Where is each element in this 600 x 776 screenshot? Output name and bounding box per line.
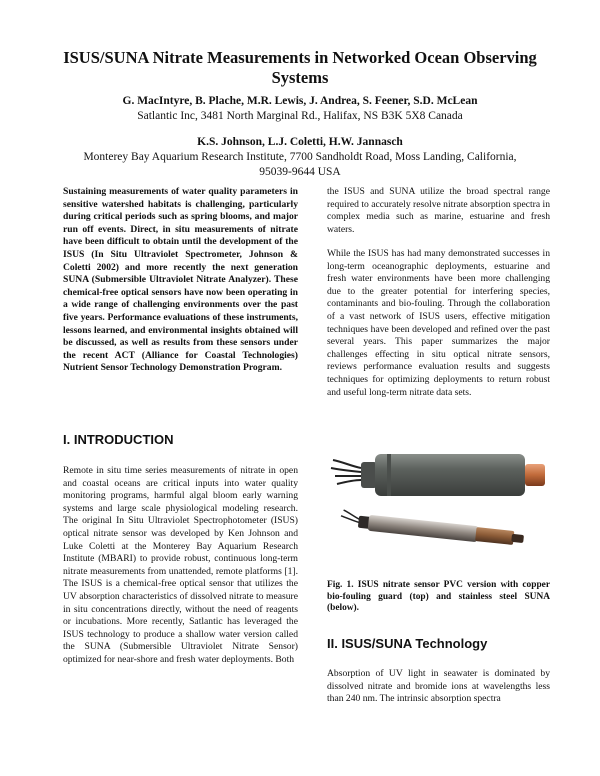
suna-sensor bbox=[340, 510, 525, 547]
technology-text: Absorption of UV light in seawater is dominated by dissolved nitrate and bromide ions at wavelengths less than 240 nm. The intrinsic absorption spectra bbox=[327, 668, 550, 705]
author-list-satlantic: G. MacIntyre, B. Plache, M.R. Lewis, J. Andrea, S. Feener, S.D. McLean bbox=[122, 95, 478, 107]
figure-caption: Fig. 1. ISUS nitrate sensor PVC version with copper bio-fouling guard (top) and stainless steel SUNA (below). bbox=[327, 580, 550, 614]
paper-title: ISUS/SUNA Nitrate Measurements in Networked Ocean Observing Systems bbox=[63, 48, 537, 87]
introduction-text: Remote in situ time series measurements of nitrate in open and coastal oceans are critical inputs into water quality monitoring programs, harmful algal bloom early warning systems and large scale physiological modeling research. The original In Situ Ultraviolet Spectrophotometer (ISUS) optical nitrate sensor was developed by Ken Johnson and Luke Coletti at the Monterey Bay Aquarium Research Institute (MBARI) to provide robust, continuous long-term nitrate measurements from unattended, remote platforms [1]. The ISUS is a chemical-free optical sensor that utilizes the UV absorption characteristics of dissolved nitrate to measure in situ concentrations directly, without the need of reagents or incubations. More recently, Satlantic has leveraged the ISUS technology to produce a shallow water version called the SUNA (Submersible Ultraviolet Nitrate Sensor) optimized for near-shore and fresh water deployments. Both bbox=[63, 465, 298, 665]
sensor-illustration bbox=[327, 440, 553, 570]
section-heading-technology: II. ISUS/SUNA Technology bbox=[327, 636, 488, 651]
section-heading-introduction: I. INTRODUCTION bbox=[63, 432, 174, 447]
figure-sensor-photo bbox=[327, 440, 553, 570]
affiliation-mbari: Monterey Bay Aquarium Research Institute, 7700 Sandholdt Road, Moss Landing, California, 95039-9644 USA bbox=[83, 151, 517, 178]
abstract-continued: the ISUS and SUNA utilize the broad spectral range required to accurately resolve nitrate absorption spectra in complex media such as marine, estuarine and fresh waters. bbox=[327, 186, 550, 235]
affiliation-satlantic: Satlantic Inc, 3481 North Marginal Rd., Halifax, NS B3K 5X8 Canada bbox=[137, 110, 463, 122]
abstract: Sustaining measurements of water quality parameters in sensitive watershed habitats is challenging, particularly during critical periods such as spring blooms, and major run off events. Direct, in situ measurements of nitrate have been difficult to obtain until the development of the ISUS (In Situ Ultraviolet Spectrometer, Johnson & Coletti 2002) and more recently the next generation SUNA (Submersible Ultraviolet Nitrate Analyzer). These chemical-free optical sensors have now been operating in a wide range of challenging environments over the past five years. Performance evaluations of these instruments, lessons learned, and environmental insights obtained will be discussed, as well as results from these sensors under the recent ACT (Alliance for Coastal Technologies) Nutrient Sensor Technology Demonstration Program. bbox=[63, 186, 298, 374]
abstract-paragraph-2: While the ISUS has had many demonstrated successes in long-term oceanographic deployments, estuarine and fresh water environments have been more challenging due to the greater potential for interfering species, contaminants and bio-fouling. Through the collaboration of a vast network of ISUS users, effective mitigation techniques have been developed and refined over the past several years. This paper summarizes the major challenges effecting in situ optical nitrate sensors, reviews performance evaluation results and suggests techniques for optimizing deployments to return robust and useful long-term nitrate data sets. bbox=[327, 248, 550, 398]
author-list-mbari: K.S. Johnson, L.J. Coletti, H.W. Jannasch bbox=[197, 136, 403, 148]
isus-sensor bbox=[331, 454, 545, 496]
